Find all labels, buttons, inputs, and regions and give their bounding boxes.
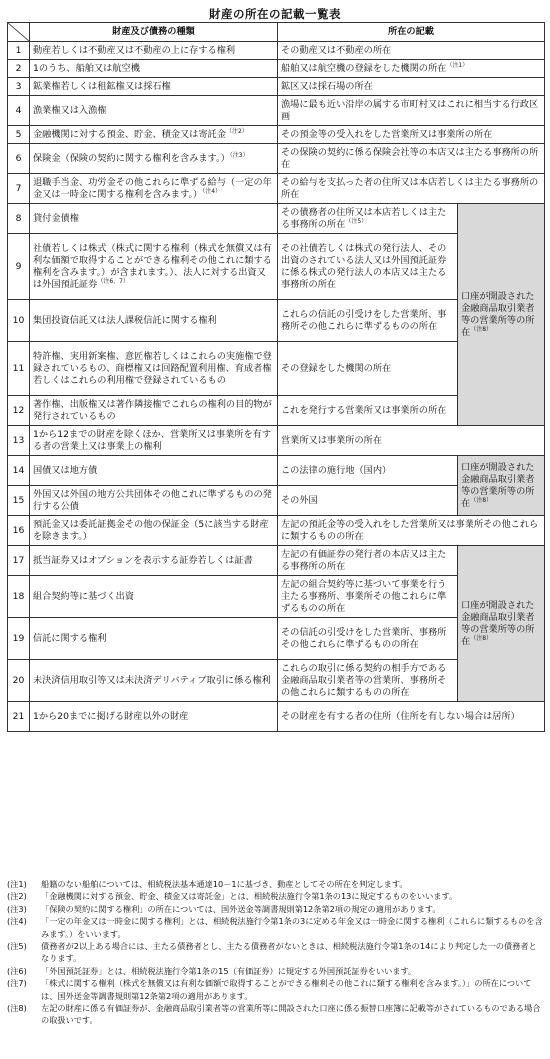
row-number: 5 [8, 126, 30, 144]
footnote-key: (注4) [7, 916, 27, 927]
header-row [8, 23, 545, 42]
table-row [8, 144, 545, 174]
footnote-text: 「金融機関に対する預金、貯金、積金又は寄託金」とは、相続税法施行令第1条の13に規定するものをいいます。 [41, 891, 458, 902]
row-number: 12 [8, 396, 30, 426]
property-kind [30, 96, 278, 126]
footnote-ref: （注4） [202, 187, 222, 195]
property-kind-text: 集団投資信託又は法人課税信託に関する権利 [33, 314, 217, 326]
row-number: 4 [8, 96, 30, 126]
property-kind [30, 342, 278, 396]
table-row [8, 96, 545, 126]
footnotes [7, 878, 544, 1027]
footnote-text: 「一定の年金又は一時金に関する権利」とは、相続税法施行令第1条の3に定める年金又は一時金に関する権利（これらに類するものを含みます。）をいいます。 [41, 916, 543, 939]
property-kind [30, 660, 278, 702]
location-description [278, 78, 545, 96]
row-number: 1 [8, 42, 30, 60]
row-number: 8 [8, 204, 30, 234]
corner-cell [8, 23, 30, 42]
row-number: 13 [8, 426, 30, 456]
row-number: 15 [8, 486, 30, 516]
row-number: 17 [8, 546, 30, 576]
location-description [278, 204, 458, 234]
footnote-text: 債務者が2以上ある場合には、主たる債務者とし、主たる債務者がないときは、相続税法施行令第1条の14により判定した一の債務者となります。 [41, 941, 537, 964]
property-kind-text: 国債又は地方債 [33, 464, 98, 476]
location-text: その預金等の受入れをした営業所又は事業所の所在 [281, 128, 493, 140]
property-kind-text: 1のうち、船舶又は航空機 [33, 62, 140, 74]
table-row [8, 426, 545, 456]
property-kind [30, 234, 278, 300]
footnote-text: 「外国預託証券」とは、相続税法施行令第1条の15（有価証券）に規定する外国預託証券をいいます。 [41, 965, 417, 976]
property-kind [30, 174, 278, 204]
location-description [278, 42, 545, 60]
location-text: その債務者の住所又は本店若しくは主たる事務所の所在 [281, 206, 447, 230]
footnote-key: (注2) [7, 891, 27, 902]
table-row [8, 42, 545, 60]
footnote-key: (注8) [7, 1003, 27, 1014]
location-text: これらの信託の引受けをした営業所、事務所その他これらに準ずるものの所在 [281, 308, 447, 332]
brokerage-account-text: 口座が開設された金融商品取引業者等の営業所等の所在 [461, 290, 535, 338]
property-location-table [7, 22, 545, 732]
property-kind-text: 信託に関する権利 [33, 632, 107, 644]
footnote-ref: （注6、7） [97, 277, 129, 285]
property-kind [30, 516, 278, 546]
table-row [8, 204, 545, 234]
footnote [7, 965, 544, 977]
property-kind [30, 204, 278, 234]
location-description [278, 60, 545, 78]
property-kind [30, 42, 278, 60]
property-kind [30, 426, 278, 456]
row-number: 9 [8, 234, 30, 300]
footnote-text: 左記の財産に係る有価証券が、金融商品取引業者等の営業所等に開設された口座に係る振替口座簿に記載等がされているものである場合の取扱いです。 [41, 1003, 541, 1026]
location-text: 左記の有価証券の発行者の本店又は主たる事務所の所在 [281, 548, 447, 572]
property-kind [30, 456, 278, 486]
property-kind-text: 1から12までの財産を除くほか、営業所又は事業所を有する者の営業上又は事業上の権利 [33, 428, 272, 452]
footnote-key: (注3) [7, 903, 27, 914]
property-kind-text: 金融機関に対する預金、貯金、積金又は寄託金 [33, 128, 226, 140]
footnote [7, 878, 544, 890]
footnote-ref: （注1） [446, 61, 469, 69]
table-row [8, 516, 545, 546]
property-kind-text: 外国又は外国の地方公共団体その他これに準ずるものの発行する公債 [33, 488, 272, 512]
table-row [8, 174, 545, 204]
property-kind [30, 618, 278, 660]
header-kind: 財産及び債務の種類 [30, 23, 278, 42]
brokerage-account-location [458, 546, 545, 702]
location-text: この法律の施行地（国内） [281, 464, 392, 476]
location-description [278, 618, 458, 660]
table-row [8, 456, 545, 486]
property-kind-text: 未決済信用取引等又は未決済デリバティブ取引に係る権利 [33, 674, 271, 686]
location-text: これらの取引に係る契約の相手方である金融商品取引業者等の営業所、事務所その他これらに類するものの所在 [281, 662, 447, 698]
location-description [278, 234, 458, 300]
row-number: 7 [8, 174, 30, 204]
row-number: 2 [8, 60, 30, 78]
row-number: 19 [8, 618, 30, 660]
location-text: 左記の組合契約等に基づいて事業を行う主たる事務所、事業所その他これらに準ずるものの所在 [281, 578, 447, 614]
footnote [7, 915, 544, 940]
row-number: 10 [8, 300, 30, 342]
row-number: 11 [8, 342, 30, 396]
footnote-text: 船籍のない船舶については、相続税法基本通達10－1に基づき、動産としてその所在を判定します。 [41, 879, 408, 889]
row-number: 18 [8, 576, 30, 618]
location-description [278, 126, 545, 144]
footnote-ref: （注5） [345, 217, 368, 225]
location-description [278, 546, 458, 576]
location-text: 鉱区又は採石場の所在 [281, 80, 373, 92]
location-text: その動産又は不動産の所在 [281, 44, 392, 56]
footnote [7, 977, 544, 1002]
brokerage-account-location [458, 204, 545, 426]
brokerage-account-location [458, 456, 545, 516]
footnote [7, 903, 544, 915]
location-description [278, 456, 458, 486]
row-number: 14 [8, 456, 30, 486]
footnote [7, 890, 544, 902]
footnote-key: (注7) [7, 978, 27, 989]
footnote-ref: （注8） [470, 325, 493, 333]
property-kind-text: 預託金又は委託証拠金その他の保証金（5に該当する財産を除きます。） [33, 518, 269, 542]
footnote-key: (注5) [7, 941, 27, 952]
property-kind [30, 576, 278, 618]
property-kind-text: 鉱業権若しくは租鉱権又は採石権 [33, 80, 171, 92]
property-kind [30, 702, 278, 732]
location-text: 営業所又は事業所の所在 [281, 434, 383, 446]
property-kind [30, 126, 278, 144]
location-text: その保険の契約に係る保険会社等の本店又は主たる事務所の所在 [281, 146, 539, 170]
location-text: 船舶又は航空機の登録をした機関の所在 [281, 62, 447, 74]
footnote-text: 「株式に関する権利（株式を無償又は有利な価額で取得することができる権利その他これに類する権利を含みます。）」の所在については、国外送金等調書規則第12条第2項の適用があります。 [41, 978, 532, 1001]
footnote-ref: （注8） [470, 634, 493, 642]
property-kind-text: 社債若しくは株式（株式に関する権利（株式を無償又は有利な価額で取得することができる権利その他これに類する権利を含みます。）が含まれます。）、法人に対する出資又は外国預託証券 [33, 242, 272, 290]
property-kind-text: 著作権、出版権又は著作隣接権でこれらの権利の目的物が発行されているもの [33, 398, 272, 422]
header-location: 所在の記載 [278, 23, 545, 42]
row-number: 21 [8, 702, 30, 732]
property-kind [30, 486, 278, 516]
location-text: その財産を有する者の住所（住所を有しない場合は居所） [281, 710, 520, 722]
location-text: その登録をした機関の所在 [281, 362, 392, 374]
location-text: 漁場に最も近い沿岸の属する市町村又はこれに相当する行政区画 [281, 98, 539, 122]
footnote-ref: （注8） [470, 496, 493, 504]
row-number: 6 [8, 144, 30, 174]
table-row [8, 546, 545, 576]
location-description [278, 144, 545, 174]
brokerage-account-text: 口座が開設された金融商品取引業者等の営業所等の所在 [461, 599, 535, 647]
location-description [278, 426, 545, 456]
property-kind-text: 抵当証券又はオプションを表示する証券若しくは証書 [33, 554, 253, 566]
location-description [278, 576, 458, 618]
row-number: 16 [8, 516, 30, 546]
location-description [278, 486, 458, 516]
property-kind [30, 60, 278, 78]
row-number: 20 [8, 660, 30, 702]
footnote [7, 1002, 544, 1027]
location-text: その外国 [281, 494, 318, 506]
location-text: その社債若しくは株式の発行法人、その出資のされている法人又は外国預託証券に係る株式の発行法人の本店又は主たる事務所の所在 [281, 242, 447, 290]
location-description [278, 516, 545, 546]
brokerage-account-text: 口座が開設された金融商品取引業者等の営業所等の所在 [461, 461, 535, 509]
location-description [278, 96, 545, 126]
location-description [278, 702, 545, 732]
location-text: その信託の引受けをした営業所、事務所その他これらに準ずるものの所在 [281, 626, 447, 650]
property-kind-text: 漁業権又は入漁権 [33, 104, 107, 116]
property-kind-text: 貸付金債権 [33, 212, 79, 224]
footnote-key: (注6) [7, 965, 27, 976]
footnote-text: 「保険の契約に関する権利」の所在については、国外送金等調書規則第12条第2項の規定の適用があります。 [41, 903, 441, 914]
property-kind-text: 退職手当金、功労金その他これらに準ずる給与（一定の年金又は一時金に関する権利を含みます。） [33, 176, 272, 200]
location-text: これを発行する営業所又は事業所の所在 [281, 404, 447, 416]
table-row [8, 78, 545, 96]
property-kind [30, 396, 278, 426]
table-row [8, 60, 545, 78]
property-kind-text: 保険金（保険の契約に関する権利を含みます。） [33, 152, 230, 164]
property-kind-text: 1から20までに掲げる財産以外の財産 [33, 710, 189, 722]
location-description [278, 660, 458, 702]
footnote [7, 940, 544, 965]
location-description [278, 396, 458, 426]
table-row [8, 702, 545, 732]
property-kind [30, 144, 278, 174]
footnote-ref: （注2） [225, 127, 248, 135]
property-kind [30, 300, 278, 342]
property-kind-text: 組合契約等に基づく出資 [33, 590, 135, 602]
footnote-key: (注1) [7, 879, 27, 889]
location-description [278, 342, 458, 396]
location-description [278, 174, 545, 204]
property-kind [30, 546, 278, 576]
property-kind-text: 特許権、実用新案権、意匠権若しくはこれらの実施権で登録されているもの、商標権又は回路配置利用権、育成者権若しくはこれらの利用権で登録されているもの [33, 350, 272, 386]
table-row [8, 126, 545, 144]
footnote-ref: （注3） [229, 151, 249, 159]
property-kind [30, 78, 278, 96]
location-text: その給与を支払った者の住所又は本店若しくは主たる事務所の所在 [281, 176, 539, 200]
property-kind-text: 動産若しくは不動産又は不動産の上に存する権利 [33, 44, 236, 56]
page-title: 財産の所在の記載一覧表 [209, 7, 341, 21]
row-number: 3 [8, 78, 30, 96]
location-description [278, 300, 458, 342]
location-text: 左記の預託金等の受入れをした営業所又は事業所その他これらに類するものの所在 [281, 518, 539, 542]
